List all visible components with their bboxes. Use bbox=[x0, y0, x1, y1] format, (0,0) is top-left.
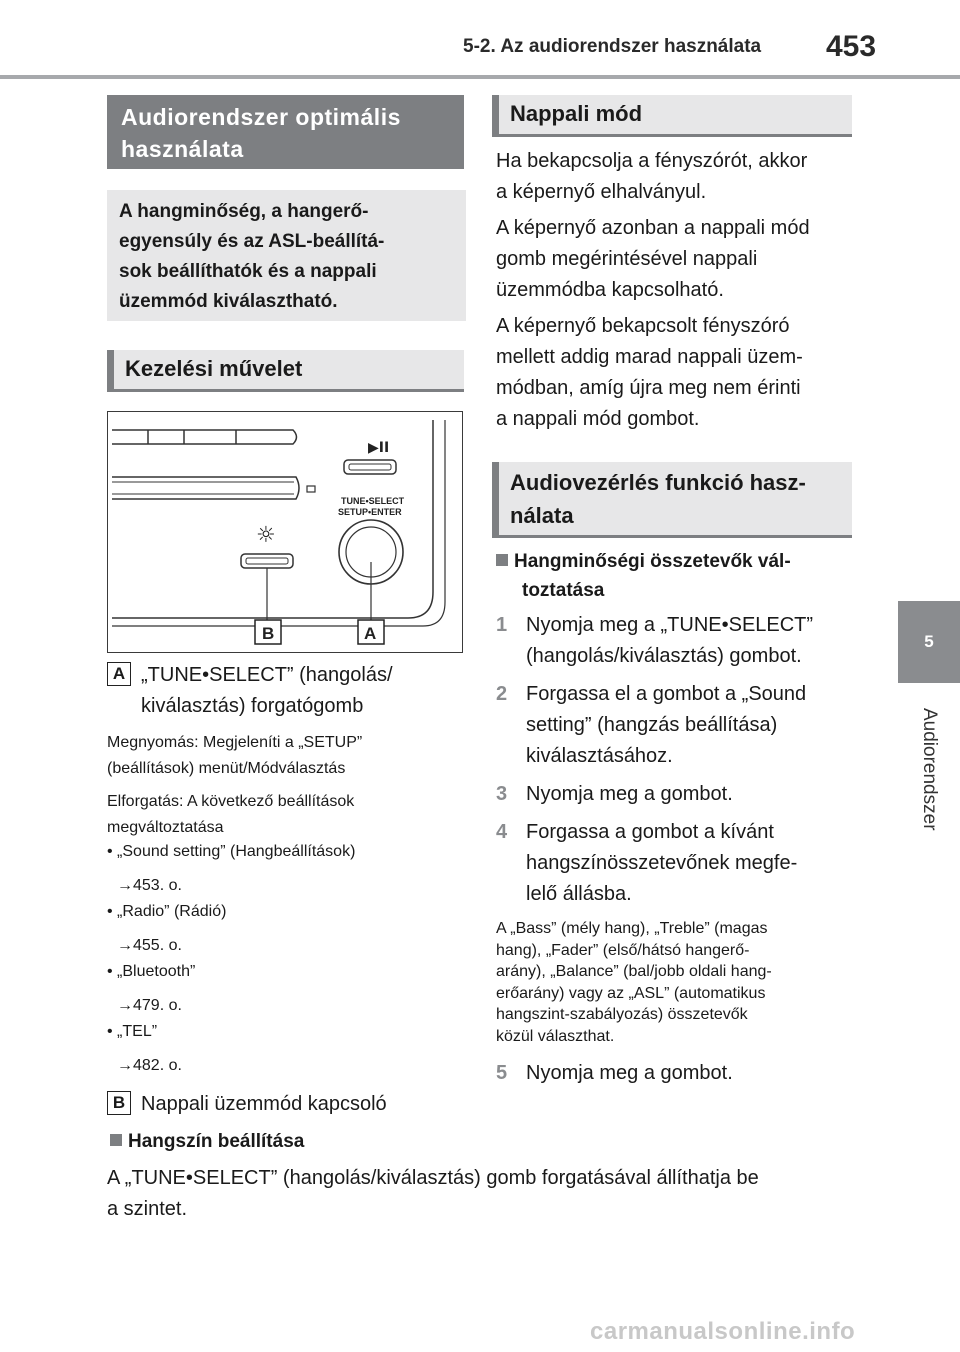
note-line: közül választhat. bbox=[496, 1027, 615, 1045]
settings-bullet-list bbox=[107, 841, 467, 1077]
step-line: hangszínösszetevőnek megfe- bbox=[526, 852, 798, 874]
setup-enter-label: SETUP•ENTER bbox=[338, 507, 402, 517]
paragraph-line: Ha bekapcsolja a fényszórót, akkor bbox=[496, 150, 808, 172]
section-title: 5-2. Az audiorendszer használata bbox=[463, 36, 762, 57]
item-a-label: A bbox=[107, 662, 131, 686]
step-line: setting” (hangzás beállítása) bbox=[526, 714, 778, 736]
square-bullet-icon bbox=[496, 554, 508, 566]
heading-optimal-use: Audiorendszer optimális használata bbox=[107, 95, 464, 169]
step-line: Nyomja meg a „TUNE•SELECT” bbox=[526, 614, 814, 636]
detail-line: (beállítások) menüt/Módválasztás bbox=[107, 760, 346, 777]
day-mode-button bbox=[241, 554, 293, 568]
step-line: (hangolás/kiválasztás) gombot. bbox=[526, 645, 802, 667]
step-line: Nyomja meg a gombot. bbox=[526, 1062, 733, 1084]
day-mode-text bbox=[496, 146, 856, 435]
tone-text-line: a szintet. bbox=[107, 1198, 188, 1220]
paragraph-line: A képernyő bekapcsolt fényszóró bbox=[496, 315, 790, 337]
tone-setting-heading bbox=[110, 1127, 304, 1156]
square-bullet-icon bbox=[110, 1134, 122, 1146]
panel-illustration bbox=[108, 412, 461, 651]
step-item bbox=[496, 610, 866, 672]
note-line: hang), „Fader” (első/hátsó hangerő- bbox=[496, 941, 750, 959]
note-line: erőarány) vagy az „ASL” (automatikus bbox=[496, 984, 766, 1002]
tone-text-line: A „TUNE•SELECT” (hangolás/kiválasztás) gomb forgatásával állíthatja be bbox=[107, 1167, 759, 1189]
summary-box bbox=[107, 190, 466, 321]
step-number: 2 bbox=[496, 683, 508, 705]
note-line: arány), „Balance” (bal/jobb oldali hang- bbox=[496, 963, 772, 980]
page-number: 453 bbox=[826, 30, 877, 63]
paragraph-line: a képernyő elhalványul. bbox=[496, 181, 707, 203]
step-item bbox=[496, 817, 866, 910]
item-b-description: Nappali üzemmód kapcsoló bbox=[141, 1093, 387, 1115]
note-text bbox=[496, 918, 856, 1047]
subheading-line: Hangminőségi összetevők vál- bbox=[514, 551, 791, 572]
item-a-details bbox=[107, 730, 467, 841]
summary-line: egyensúly és az ASL-beállítá- bbox=[119, 231, 385, 252]
paragraph-line: A képernyő azonban a nappali mód bbox=[496, 217, 810, 239]
bullet-item: • „Bluetooth” bbox=[107, 963, 196, 980]
step-line: Forgassa a gombot a kívánt bbox=[526, 821, 774, 843]
item-a-line: kiválasztás) forgatógomb bbox=[141, 695, 364, 717]
tune-select-label: TUNE•SELECT bbox=[341, 496, 405, 506]
header-divider bbox=[0, 75, 960, 79]
step-number: 4 bbox=[496, 821, 508, 843]
summary-line: A hangminőség, a hangerő- bbox=[119, 201, 369, 222]
tone-setting-text bbox=[107, 1163, 867, 1225]
step-item bbox=[496, 779, 866, 810]
callout-b: B bbox=[262, 624, 275, 643]
chapter-label: Audiorendszer bbox=[919, 708, 940, 831]
summary-line: sok beállíthatók és a nappali bbox=[119, 261, 377, 282]
bullet-item: • „TEL” bbox=[107, 1023, 158, 1040]
note-line: hangszint-szabályozás) összetevők bbox=[496, 1006, 748, 1023]
step-line: kiválasztásához. bbox=[526, 745, 673, 767]
page-reference: →453. o. bbox=[117, 877, 182, 894]
step-number: 1 bbox=[496, 614, 508, 636]
note-line: A „Bass” (mély hang), „Treble” (magas bbox=[496, 920, 768, 937]
heading-line: nálata bbox=[510, 503, 574, 528]
callout-a: A bbox=[364, 624, 377, 643]
steps-list bbox=[496, 610, 866, 910]
sun-icon: ☼ bbox=[256, 523, 276, 548]
item-a-description bbox=[141, 660, 471, 722]
summary-line: üzemmód kiválasztható. bbox=[119, 291, 338, 312]
step-line: lelő állásba. bbox=[526, 883, 632, 905]
watermark: carmanualsonline.info bbox=[590, 1318, 856, 1345]
paragraph-line: mellett addig marad nappali üzem- bbox=[496, 346, 803, 368]
play-pause-icon: ▶II bbox=[368, 440, 390, 456]
play-pause-button bbox=[344, 460, 396, 474]
page-reference: →479. o. bbox=[117, 997, 182, 1014]
detail-line: Elforgatás: A következő beállítások bbox=[107, 793, 355, 810]
tone-setting-title: Hangszín beállítása bbox=[128, 1131, 305, 1152]
heading-line: Audiovezérlés funkció hasz- bbox=[510, 470, 806, 495]
bullet-item: • „Sound setting” (Hangbeállítások) bbox=[107, 843, 356, 860]
paragraph-line: gomb megérintésével nappali bbox=[496, 248, 758, 270]
heading-audio-control bbox=[492, 462, 852, 538]
heading-operation: Kezelési művelet bbox=[107, 350, 464, 392]
item-a-line: „TUNE•SELECT” (hangolás/ bbox=[141, 664, 393, 686]
page-reference: →482. o. bbox=[117, 1057, 182, 1074]
step-number: 3 bbox=[496, 783, 508, 805]
bullet-item: • „Radio” (Rádió) bbox=[107, 903, 227, 920]
sound-quality-heading bbox=[496, 547, 856, 605]
step-line: Nyomja meg a gombot. bbox=[526, 783, 733, 805]
paragraph-line: módban, amíg újra meg nem érinti bbox=[496, 377, 801, 399]
step-item bbox=[496, 679, 866, 772]
item-b-label: B bbox=[107, 1091, 131, 1115]
step-item bbox=[496, 1058, 733, 1089]
paragraph-line: a nappali mód gombot. bbox=[496, 408, 700, 430]
page-reference: →455. o. bbox=[117, 937, 182, 954]
subheading-line: toztatása bbox=[522, 580, 605, 601]
paragraph-line: üzemmódba kapcsolható. bbox=[496, 279, 724, 301]
chapter-tab: 5 bbox=[898, 601, 960, 683]
detail-line: Megnyomás: Megjeleníti a „SETUP” bbox=[107, 734, 363, 751]
detail-line: megváltoztatása bbox=[107, 819, 224, 836]
display-slot-icon bbox=[112, 477, 299, 499]
step-line: Forgassa el a gombot a „Sound bbox=[526, 683, 807, 705]
heading-day-mode: Nappali mód bbox=[492, 95, 852, 137]
step-number: 5 bbox=[496, 1062, 508, 1084]
cd-slot-icon bbox=[112, 430, 297, 444]
control-panel-figure bbox=[107, 411, 463, 653]
